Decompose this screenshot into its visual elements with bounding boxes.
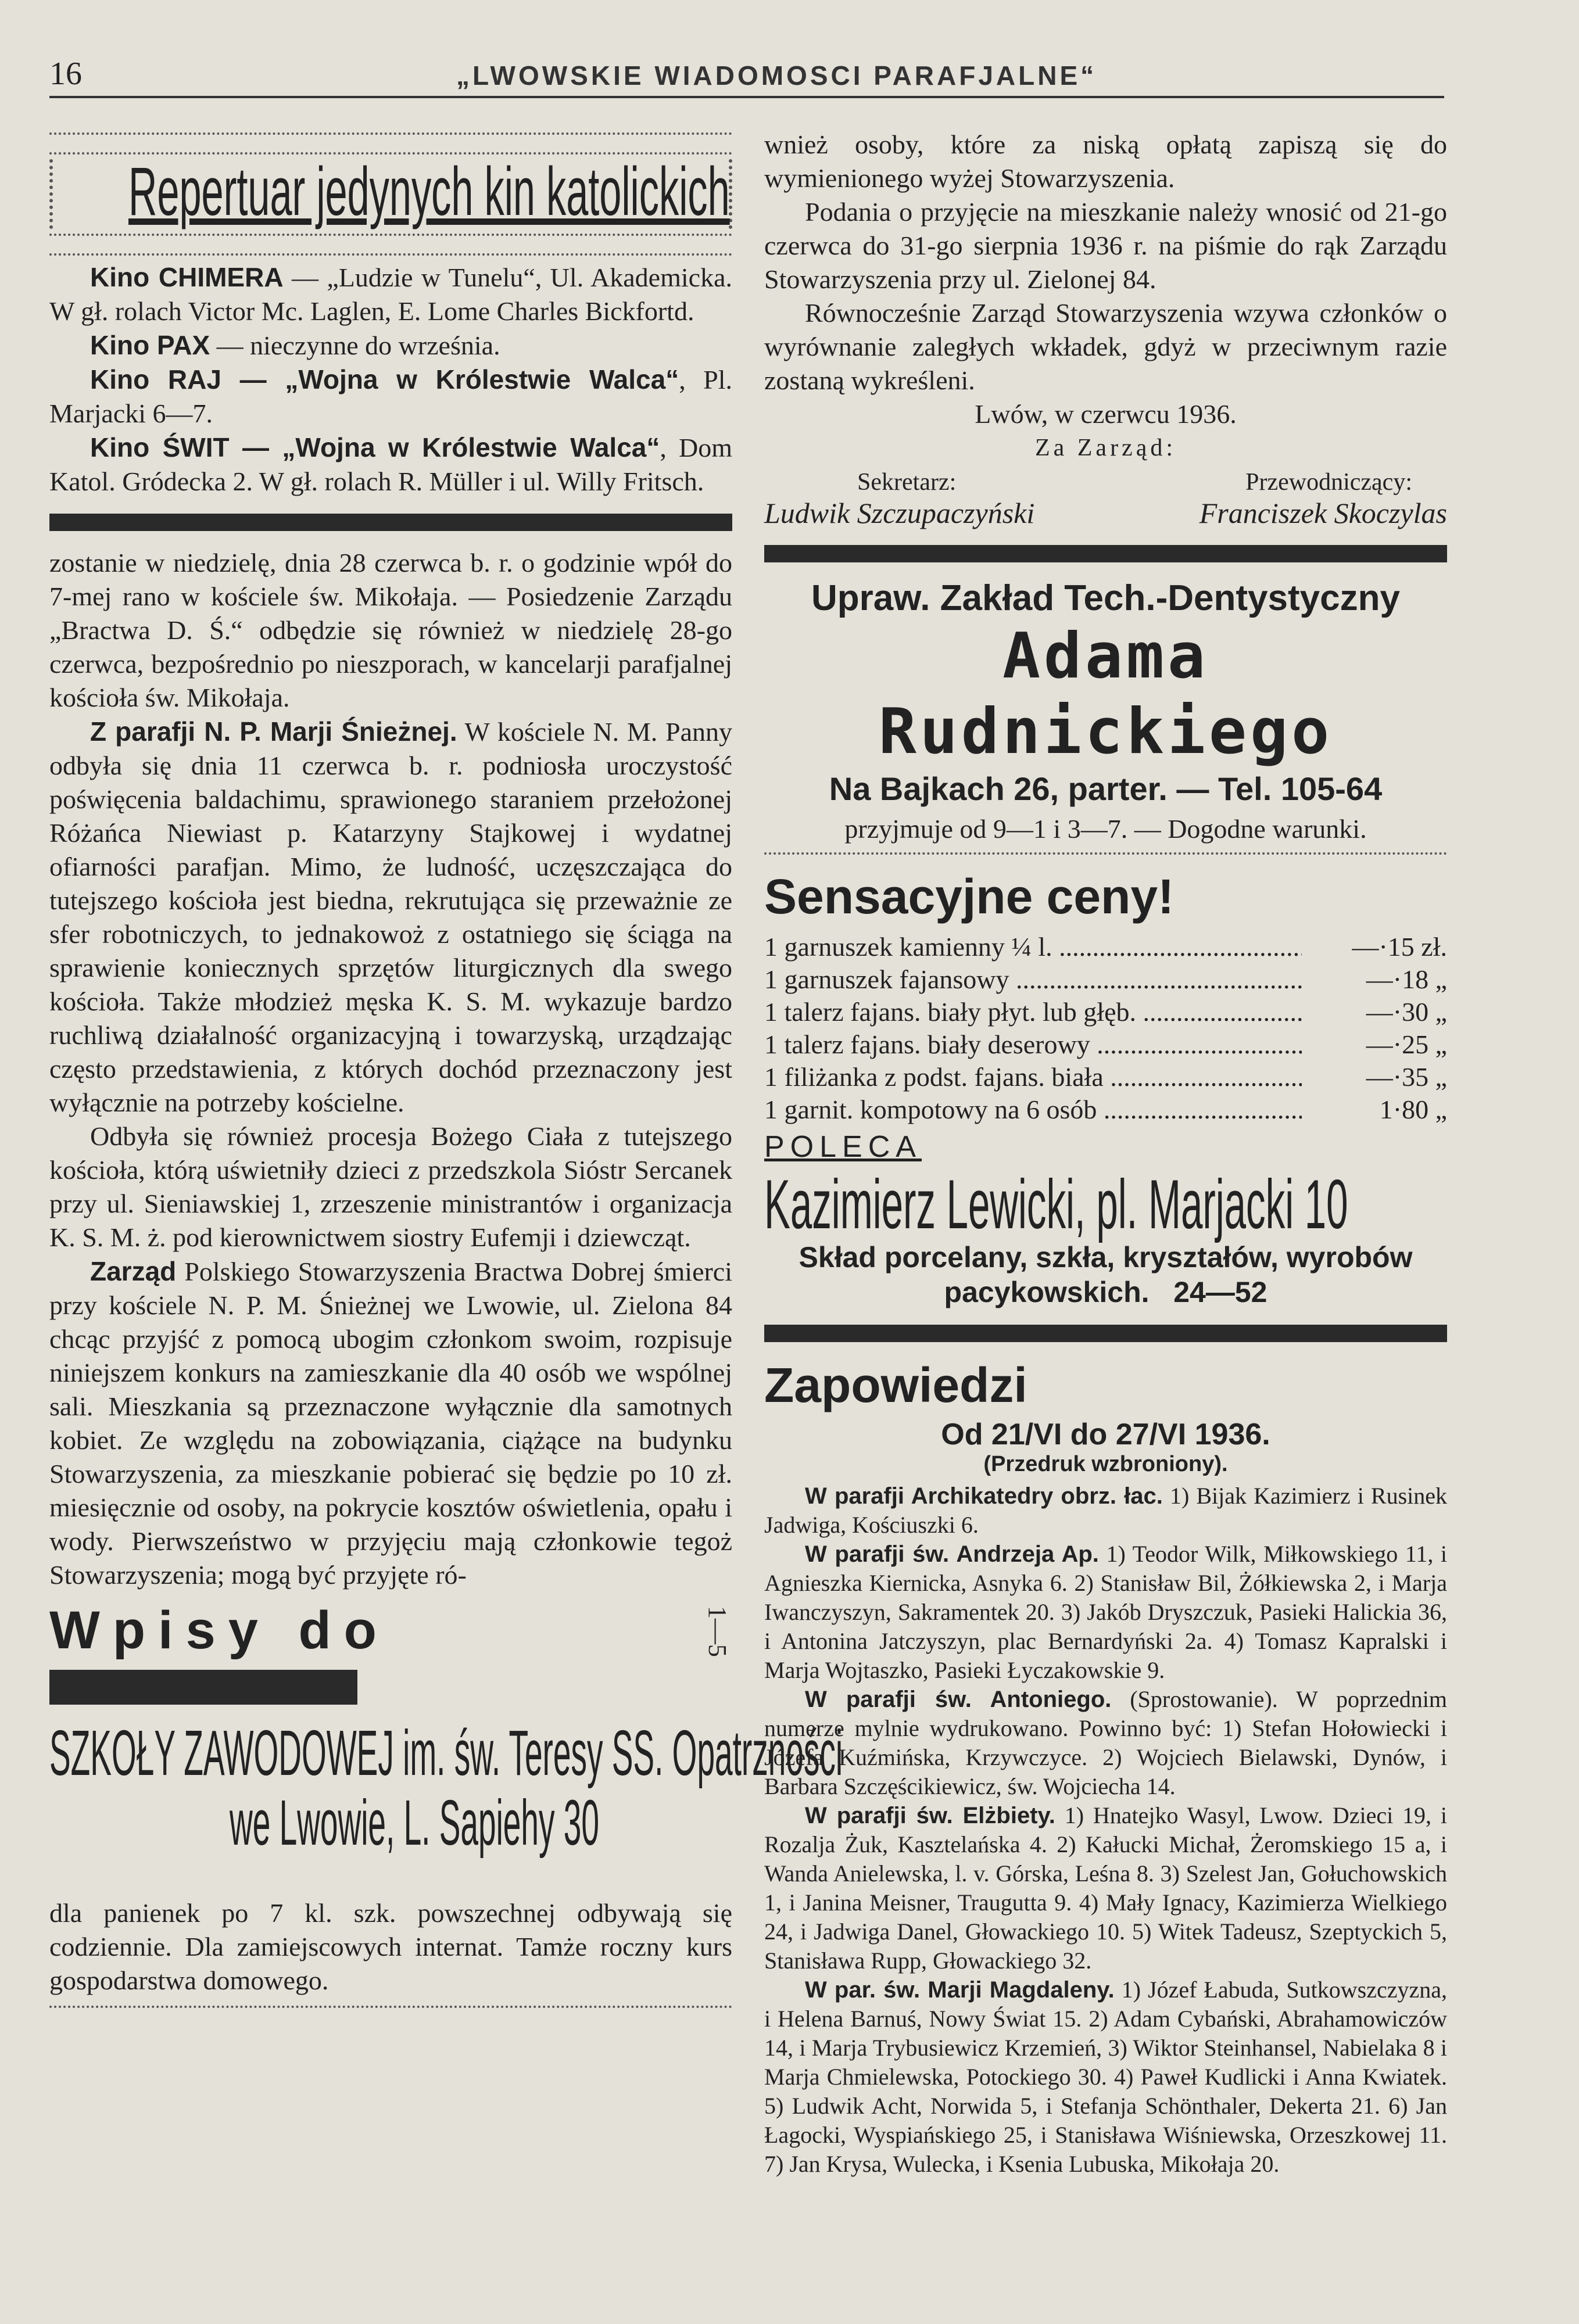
running-title: „LWOWSKIE WIADOMOSCI PARAFJALNE“ — [456, 60, 1097, 91]
parish-name: W par. św. Marji Magdaleny. — [805, 1977, 1115, 2003]
banns-text: 1) Józef Łabuda, Sutkowszczyzna, i Helena Barnuś, Nowy Świat 15. 2) Adam Cybański, Abrahamowiczów 14, i Marja Trybusiewicz Krzemień, 3) Wiktor Steinhansel, Nabielaka 8 i Marja Chmielewska, Potockiego 30. 4) Paweł Kudlicki i Anna Kwiatek. 5) Ludwik Acht, Norwida 5, i Stefanja Schönthaler, Dekerta 21. 6) Jan Łagocki, Wyspiańskiego 25, i Stanisława Wiśniewska, Orzeszkowej 11. 7) Jan Krysa, Wulecka, i Ksenia Lubuska, Mikołaja 20. — [764, 1977, 1447, 2177]
ornament-border — [49, 132, 732, 155]
price-row — [764, 1061, 1447, 1093]
right-column — [764, 128, 1447, 2179]
page-header — [49, 55, 1444, 98]
banns-text: 1) Bijak Kazimierz i Rusinek Jadwiga, Kościuszki 6. — [764, 1483, 1448, 1538]
school-advertisement — [49, 1600, 843, 1896]
separator-bar — [49, 514, 732, 531]
banns-text: (Sprostowanie). W poprzednim numerze mylnie wydrukowano. Powinno być: 1) Stefan Hołowiecki i Józefa Kuźmińska, Krzywczyce. 2) Wojciech Bielawski, Dynów, i Barbara Szczęścikiewicz, św. Wojciecha 14. — [764, 1686, 1447, 1799]
chairman-name: Franciszek Skoczylas — [1199, 497, 1447, 529]
parish-name: W parafji św. Antoniego. — [805, 1687, 1112, 1712]
shop-ad-number: 24—52 — [1173, 1276, 1268, 1308]
board-heading: Zarząd — [90, 1256, 177, 1286]
shop-description — [764, 1240, 1447, 1310]
recommends-label: POLECA — [764, 1130, 922, 1164]
dentist-hours: przyjmuje od 9—1 i 3—7. — Dogodne warunki. — [844, 814, 1367, 844]
shop-name: Kazimierz Lewicki, pl. Marjacki 10 — [764, 1165, 1348, 1243]
chairman-label: Przewodniczący: — [1245, 469, 1412, 496]
price-item: 1 talerz fajans. biały płyt. lub głęb. ..... — [764, 996, 1302, 1028]
price-row — [764, 963, 1447, 996]
dentist-address: Na Bajkach 26, parter. — Tel. 105-64 — [829, 770, 1383, 807]
ad-number: 1—5 — [703, 1606, 732, 1657]
article-paragraph — [49, 715, 732, 1120]
price-row — [764, 996, 1447, 1028]
article-paragraph: Równocześnie Zarząd Stowarzyszenia wzywa członków o wyrównanie zaległych wkładek, gdyż w przeciwnym razie zostaną wykreśleni. — [764, 298, 1447, 395]
school-name: SZKOŁY ZAWODOWEJ im. św. Teresy SS. Opatrzności — [49, 1717, 843, 1789]
article-paragraph: wnież osoby, które za niską opłatą zapiszą się do wymienionego wyżej Stowarzyszenia. — [764, 130, 1447, 193]
parish-name: W parafji św. Andrzeja Ap. — [805, 1541, 1099, 1567]
repertoire-title: Repertuar jedynych kin katolickich — [128, 153, 730, 230]
banns-text: 1) Hnatejko Wasyl, Lwow. Dzieci 19, i Rozalja Żuk, Kasztelańska 4. 2) Kałucki Michał, Żeromskiego 15 a, i Wanda Anielewska, l. v. Górska, Leśna 8. 3) Szelest Jan, Gołuchowskich 1, i Janina Meisner, Traugutta 9. 4) Mały Ignacy, Kazimierza Wielkiego 24, i Jadwiga Danel, Głowackiego 10. 5) Witek Tadeusz, Szeptyckich 5, Stanisława Rupp, Głowackiego 32. — [764, 1802, 1447, 1974]
article-paragraph: Odbyła się również procesja Bożego Ciała z tutejszego kościoła, którą uświetniły dzieci z przedszkola Sióstr Sercanek przy ul. Sieniawskiej 1, zrzeszenie ministrantów i organizacja K. S. M. ż. pod kierownictwem siostry Eufemji i dziewcząt. — [49, 1121, 732, 1252]
price-item: 1 garnuszek fajansowy ..... — [764, 963, 1302, 996]
cinema-raj-text: , Pl. Marjacki 6—7. — [49, 365, 732, 428]
dentist-heading: Upraw. Zakład Tech.-Dentystyczny — [811, 578, 1400, 618]
cinema-chimera — [49, 260, 732, 328]
secretary-name: Ludwik Szczupaczyński — [764, 497, 1035, 529]
paragraph-text: W kościele N. M. Panny odbyła się dnia 11 czerwca b. r. podniosła uroczystość poświęcenia baldachimu, sprawionego staraniem przełożonej Różańca Niewiast p. Katarzyny Stajkowej i wydatnej ofiarności parafjan. Mimo, że ludność, uczęszczająca do tutejszego kościoła jest biedna, rekrutująca się przeważnie ze sfer robotniczych, to jednakowoż z ostatniego się ściąga na sprawienie koniecznych sprzętów liturgicznych dla swego kościoła. Także młodzież męska K. S. M. wykazuje bardzo ruchliwą działalność organizacyjną i towarzyską, urządzając często przedstawienia, z których dochód przeznaczony jest wyłącznie na potrzeby kościelne. — [49, 717, 733, 1117]
page-number: 16 — [49, 56, 82, 92]
banns-entry — [764, 1540, 1447, 1685]
price-row — [764, 1093, 1447, 1126]
price-list — [764, 931, 1447, 1126]
paragraph-text: Polskiego Stowarzyszenia Bractwa Dobrej śmierci przy kościele N. P. M. Śnieżnej we Lwowie, ul. Zielona 84 chcąc przyjść z pomocą ubogim członkom swoim, rozpisuje niniejszem konkurs na zamieszkanie dla 40 osób we wspólnej sali. Mieszkania są przeznaczone wyłącznie dla samotnych kobiet. Ze względu na zobowiązania, ciążące na budynku Stowarzyszenia, za mieszkanie pobierać się będzie po 10 zł. miesięcznie od osoby, na pokrycie kosztów oświetlenia, opału i wody. Pierwszeństwo w przyjęciu mają członkowie tegoż Stowarzyszenia; mogą być przyjęte ró- — [49, 1257, 732, 1590]
price-value: —·30 „ — [1366, 997, 1447, 1027]
cinema-raj — [49, 363, 732, 431]
article-paragraph — [49, 1254, 732, 1592]
price-value: —·35 „ — [1366, 1062, 1447, 1092]
price-item: 1 garnuszek kamienny ¼ l. ..... — [764, 931, 1302, 963]
ornament-border — [49, 2006, 732, 2013]
cinema-chimera-text: — „Ludzie w Tunelu“, Ul. Akademicka. W gł. rolach Victor Mc. Laglen, E. Lome Charles Bickfortd. — [49, 263, 732, 326]
price-item: 1 talerz fajans. biały deserowy ..... — [764, 1028, 1302, 1061]
cinema-pax — [49, 328, 732, 363]
parish-name: W parafji św. Elżbiety. — [805, 1803, 1055, 1828]
parish-heading: Z parafji N. P. Marji Śnieżnej. — [90, 716, 457, 747]
banns-entry — [764, 1685, 1447, 1801]
parish-name: W parafji Archikatedry obrz. łac. — [805, 1483, 1163, 1509]
cinema-swit-name: Kino ŚWIT — „Wojna w Królestwie Walca“ — [90, 432, 660, 462]
cinema-raj-name: Kino RAJ — „Wojna w Królestwie Walca“ — [90, 364, 679, 394]
cinema-swit — [49, 431, 732, 498]
banns-title: Zapowiedzi — [764, 1358, 1027, 1412]
separator-bar — [764, 1325, 1447, 1342]
banns-dates: Od 21/VI do 27/VI 1936. — [941, 1418, 1270, 1451]
banns-note: (Przedruk wzbroniony). — [983, 1452, 1228, 1476]
price-item: 1 filiżanka z podst. fajans. biała ..... — [764, 1061, 1302, 1093]
banns-text: 1) Teodor Wilk, Miłkowskiego 11, i Agnieszka Kiernicka, Asnyka 6. 2) Stanisław Bil, Żółkiewska 2, i Marja Iwanczyszyn, Sakramentek 20. 3) Jakób Dryszczuk, Pasieki Halickia 36, i Antonina Jatczyszyn, plac Bernardyński 2a. 4) Tomasz Kapralski i Marja Wojtaszko, Pasieki Łyczakowskie 9. — [764, 1541, 1447, 1683]
price-value: 1·80 „ — [1379, 1095, 1447, 1124]
dentist-name: Adama Rudnickiego — [878, 620, 1333, 768]
banns-entry — [764, 1801, 1447, 1975]
price-value: —·15 zł. — [1352, 932, 1447, 962]
shop-description-text: Skład porcelany, szkła, kryształów, wyrobów pacykowskich. — [799, 1241, 1413, 1308]
cinema-chimera-name: Kino CHIMERA — [90, 262, 284, 292]
repertoire-box — [49, 153, 732, 230]
ornament-border — [49, 234, 732, 256]
school-address: we Lwowie, L. Sapiehy 30 — [230, 1787, 599, 1859]
ornament-border — [764, 852, 1447, 859]
school-text: dla panienek po 7 kl. szk. powszechnej odbywają się codziennie. Dla zamiejscowych internat. Tamże roczny kurs gospodarstwa domowego. — [49, 1898, 732, 1995]
black-bar — [49, 1670, 357, 1705]
price-value: —·18 „ — [1366, 964, 1447, 994]
price-item: 1 garnit. kompotowy na 6 osób ..... — [764, 1093, 1302, 1126]
price-row — [764, 931, 1447, 963]
article-paragraph: zostanie w niedzielę, dnia 28 czerwca b. r. o godzinie wpół do 7-mej rano w kościele św. Mikołaja. — Posiedzenie Zarządu „Bractwa D. Ś.“ odbędzie się również w niedzielę 28-go czerwca, bezpośrednio po nieszporach, w kancelarji parafjalnej kościoła św. Mikołaja. — [49, 548, 732, 712]
prices-title: Sensacyjne ceny! — [764, 869, 1175, 924]
for-board: Za Zarząd: — [1034, 435, 1177, 461]
signature-names — [764, 496, 1447, 530]
cinema-swit-text: , Dom Katol. Gródecka 2. W gł. rolach R. Müller i ul. Willy Fritsch. — [49, 433, 732, 496]
article-paragraph: Podania o przyjęcie na mieszkanie należy wnosić od 21-go czerwca do 31-go sierpnia 1936 r. na piśmie do rąk Zarządu Stowarzyszenia przy ul. Zielonej 84. — [764, 197, 1447, 294]
secretary-label: Sekretarz: — [857, 469, 957, 496]
separator-bar — [764, 545, 1447, 562]
price-row — [764, 1028, 1447, 1061]
cinema-pax-name: Kino PAX — [90, 330, 210, 360]
place-date: Lwów, w czerwcu 1936. — [975, 399, 1237, 429]
wpisy-title: Wpisy do — [49, 1601, 389, 1660]
price-value: —·25 „ — [1366, 1030, 1447, 1059]
signature-labels — [764, 468, 1447, 496]
cinema-pax-text: — nieczynne do września. — [210, 331, 500, 360]
banns-entry — [764, 1482, 1447, 1540]
banns-entry — [764, 1975, 1447, 2179]
